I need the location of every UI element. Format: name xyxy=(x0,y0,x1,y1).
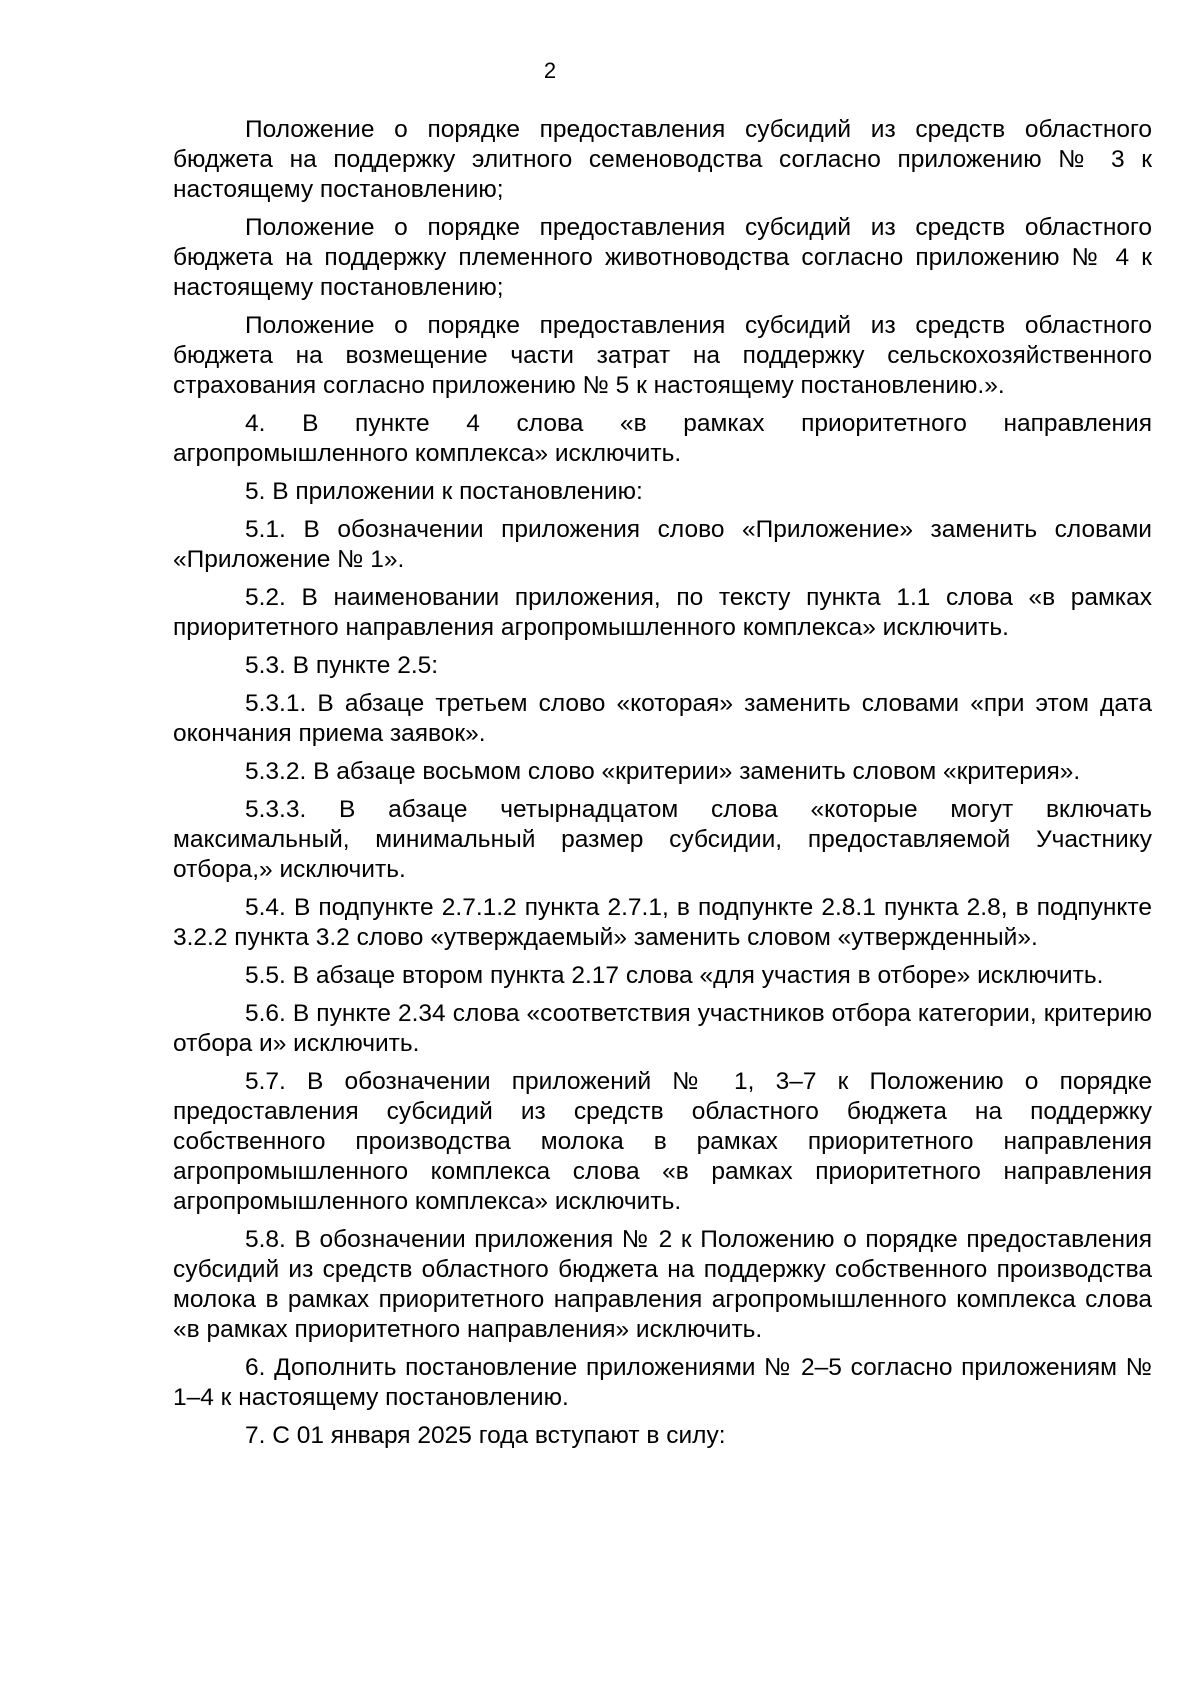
paragraph: 5.1. В обозначении приложения слово «Приложение» заменить словами «Приложение № 1». xyxy=(173,516,1152,573)
paragraph: 5. В приложении к постановлению: xyxy=(245,478,643,505)
paragraph: 7. С 01 января 2025 года вступают в силу: xyxy=(245,1422,726,1449)
paragraph: 5.3.3. В абзаце четырнадцатом слова «которые могут включать максимальный, минимальный размер субсидии, предоставляемой Участнику отбора,» исключить. xyxy=(173,796,1152,883)
paragraph: 5.8. В обозначении приложения № 2 к Положению о порядке предоставления субсидий из средств областного бюджета на поддержку собственного производства молока в рамках приоритетного направления агропромышленного комплекса слова «в рамках приоритетного направления» исключить. xyxy=(173,1226,1152,1343)
paragraph: 5.3.2. В абзаце восьмом слово «критерии» заменить словом «критерия». xyxy=(245,758,1081,785)
paragraph: Положение о порядке предоставления субсидий из средств областного бюджета на возмещение части затрат на поддержку сельскохозяйственного страхования согласно приложению № 5 к настоящему постановлению.». xyxy=(173,312,1152,399)
paragraph: Положение о порядке предоставления субсидий из средств областного бюджета на поддержку элитного семеноводства согласно приложению № 3 к настоящему постановлению; xyxy=(173,116,1152,203)
paragraph: 5.5. В абзаце втором пункта 2.17 слова «для участия в отборе» исключить. xyxy=(245,962,1104,989)
paragraph: 5.4. В подпункте 2.7.1.2 пункта 2.7.1, в подпункте 2.8.1 пункта 2.8, в подпункте 3.2.2 пункта 3.2 слово «утверждаемый» заменить словом «утвержденный». xyxy=(173,894,1152,951)
paragraph: 6. Дополнить постановление приложениями № 2–5 согласно приложениям № 1–4 к настоящему постановлению. xyxy=(173,1354,1152,1411)
paragraph: 5.3. В пункте 2.5: xyxy=(245,652,439,679)
document-body xyxy=(173,115,1152,1459)
paragraph: 4. В пункте 4 слова «в рамках приоритетного направления агропромышленного комплекса» исключить. xyxy=(173,410,1152,467)
paragraph: 5.7. В обозначении приложений № 1, 3–7 к Положению о порядке предоставления субсидий из средств областного бюджета на поддержку собственного производства молока в рамках приоритетного направления агропромышленного комплекса слова «в рамках приоритетного направления агропромышленного комплекса» исключить. xyxy=(173,1068,1152,1215)
paragraph: 5.2. В наименовании приложения, по тексту пункта 1.1 слова «в рамках приоритетного направления агропромышленного комплекса» исключить. xyxy=(173,584,1152,641)
paragraph: Положение о порядке предоставления субсидий из средств областного бюджета на поддержку племенного животноводства согласно приложению № 4 к настоящему постановлению; xyxy=(173,214,1152,301)
paragraph: 5.6. В пункте 2.34 слова «соответствия участников отбора категории, критерию отбора и» исключить. xyxy=(173,1000,1152,1057)
paragraph: 5.3.1. В абзаце третьем слово «которая» заменить словами «при этом дата окончания приема заявок». xyxy=(173,690,1152,747)
page-number: 2 xyxy=(543,58,557,83)
